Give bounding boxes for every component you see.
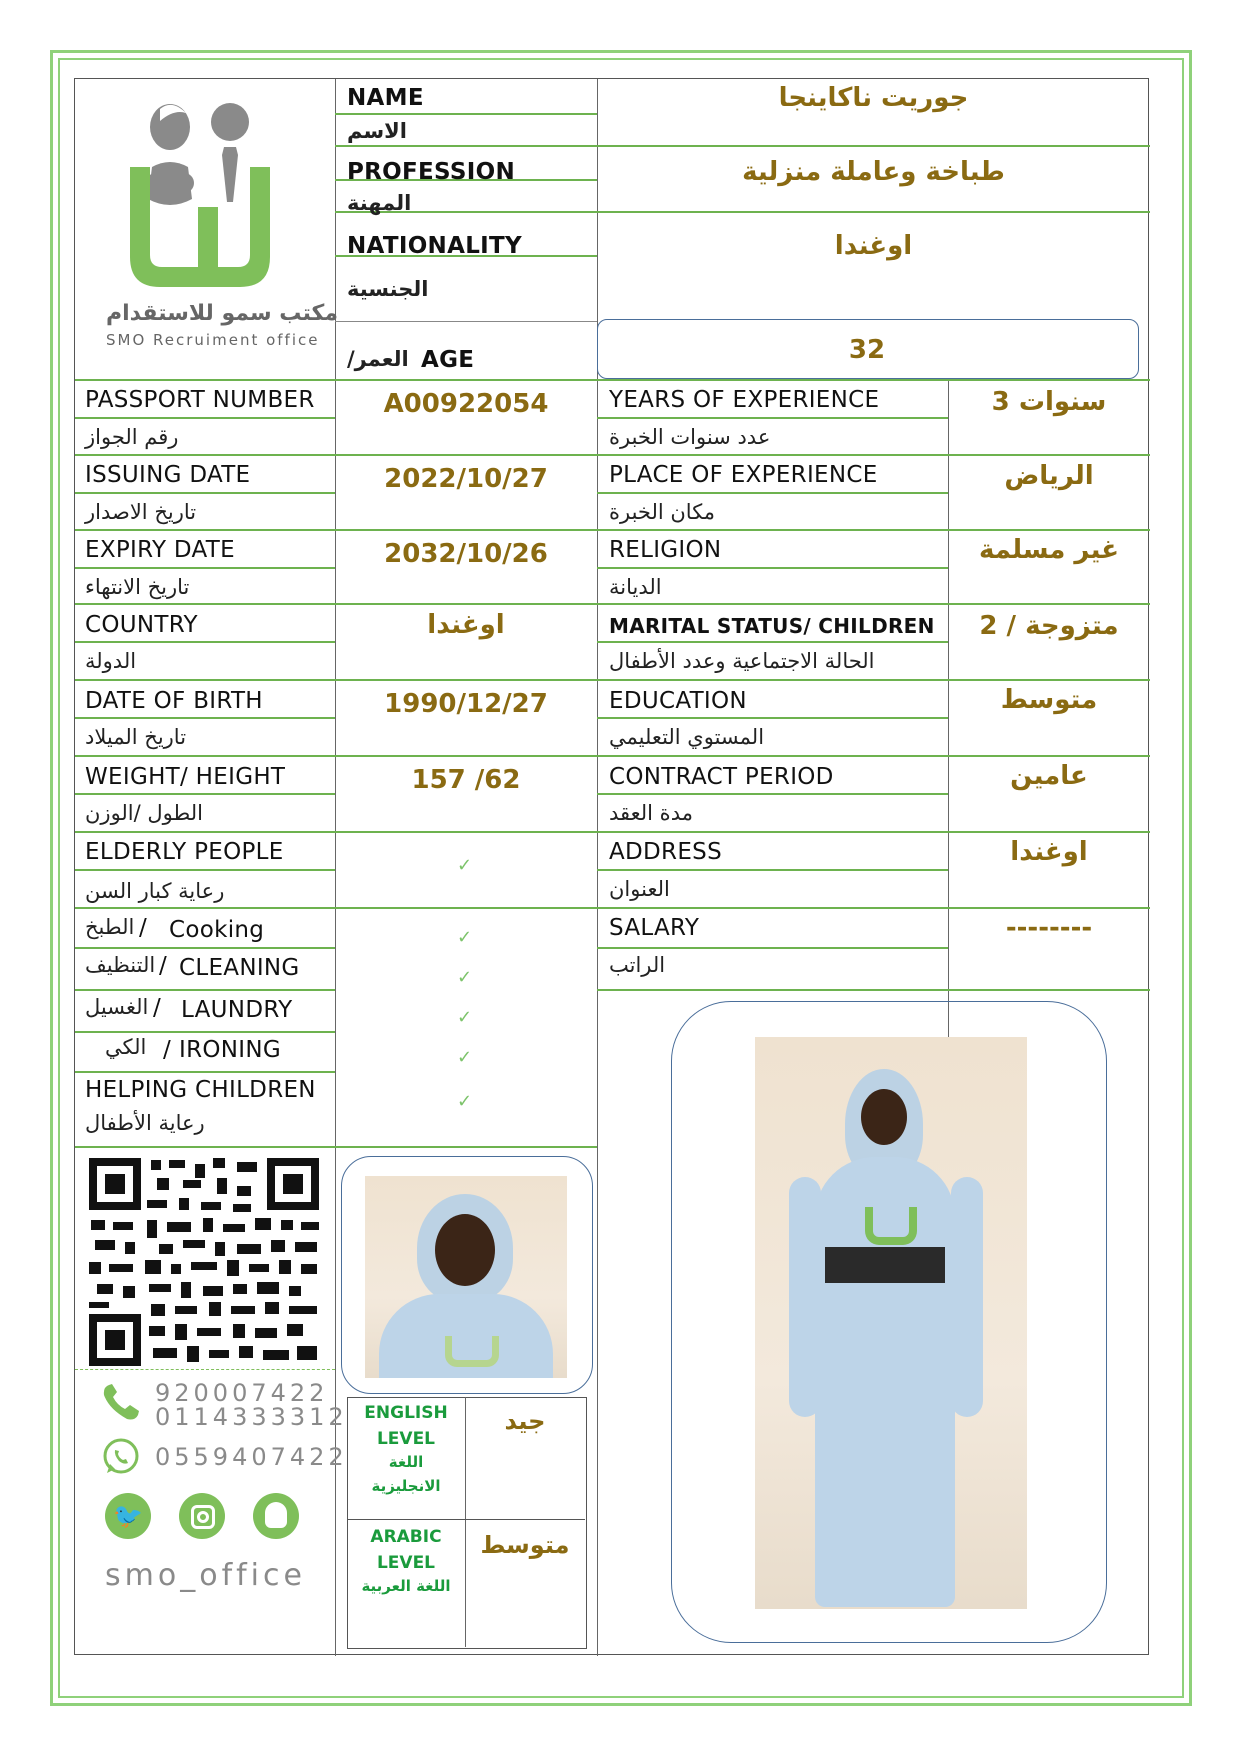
address-label-en: ADDRESS — [609, 839, 722, 865]
education-value: متوسط — [1000, 685, 1098, 715]
place-experience-value: الرياض — [1004, 461, 1094, 491]
marital-status-value: متزوجة / 2 — [979, 611, 1119, 641]
cooking-sep: / — [139, 915, 148, 941]
ironing-sep: / — [163, 1037, 172, 1063]
whatsapp-icon — [101, 1437, 141, 1477]
arabic-level-en-1: ARABIC — [370, 1527, 442, 1547]
cleaning-check-icon: ✓ — [457, 967, 473, 988]
instagram-icon[interactable] — [179, 1493, 225, 1539]
cleaning-sep: / — [159, 953, 168, 979]
years-experience-label-ar: عدد سنوات الخبرة — [609, 425, 771, 449]
cooking-check-icon: ✓ — [457, 927, 473, 948]
religion-label-ar: الديانة — [609, 575, 662, 599]
passport-label-ar: رقم الجواز — [85, 425, 179, 449]
nationality-value: اوغندا — [834, 231, 913, 261]
passport-label-en: PASSPORT NUMBER — [85, 387, 315, 413]
issuing-date-label-en: ISSUING DATE — [85, 462, 251, 488]
dob-value: 1990/12/27 — [384, 689, 548, 719]
laundry-sep: / — [153, 995, 162, 1021]
qr-code-icon — [87, 1156, 323, 1368]
passport-value: A00922054 — [383, 389, 549, 419]
expiry-date-label-en: EXPIRY DATE — [85, 537, 235, 563]
weight-height-label-ar: الطول /الوزن — [85, 801, 203, 825]
religion-value: غير مسلمة — [979, 535, 1119, 565]
marital-status-label-en: MARITAL STATUS/ CHILDREN — [609, 614, 935, 638]
english-level-en-2: LEVEL — [376, 1429, 436, 1449]
years-experience-value: 3 سنوات — [991, 387, 1107, 417]
phone1-text: 920007422 — [155, 1379, 329, 1407]
name-value: جوريت ناكاينجا — [778, 83, 969, 113]
ironing-label-ar: الكي — [105, 1035, 147, 1059]
age-label-ar: العمر/ — [347, 347, 409, 371]
place-experience-label-ar: مكان الخبرة — [609, 500, 716, 524]
ironing-check-icon: ✓ — [457, 1047, 473, 1068]
country-label-ar: الدولة — [85, 649, 137, 673]
laundry-label-en: LAUNDRY — [181, 997, 293, 1023]
issuing-date-value: 2022/10/27 — [384, 464, 548, 494]
english-level-en-1: ENGLISH — [364, 1403, 448, 1423]
helping-children-label-en: HELPING CHILDREN — [85, 1077, 316, 1103]
headshot-photo — [365, 1176, 567, 1378]
english-level-ar-1: اللغة — [388, 1453, 424, 1471]
english-level-ar-2: الانجليزية — [371, 1477, 441, 1495]
country-label-en: COUNTRY — [85, 612, 198, 638]
ironing-label-en: IRONING — [179, 1037, 281, 1063]
address-value: اوغندا — [1010, 837, 1088, 867]
contract-period-label-ar: مدة العقد — [609, 801, 693, 825]
profession-label-ar: المهنة — [347, 191, 412, 215]
elderly-label-ar: رعاية كبار السن — [85, 879, 225, 903]
profession-label-en: PROFESSION — [347, 159, 515, 185]
helping-children-label-ar: رعاية الأطفال — [85, 1111, 205, 1135]
arabic-level-value: متوسط — [480, 1531, 570, 1559]
logo-figures-icon — [100, 87, 310, 297]
weight-height-label-en: WEIGHT/ HEIGHT — [85, 764, 286, 790]
expiry-date-value: 2032/10/26 — [384, 539, 548, 569]
laundry-check-icon: ✓ — [457, 1007, 473, 1028]
cv-table — [74, 78, 1149, 1655]
expiry-date-label-ar: تاريخ الانتهاء — [85, 575, 190, 599]
country-value: اوغندا — [427, 610, 505, 640]
salary-label-en: SALARY — [609, 915, 700, 941]
cleaning-label-ar: التنظيف — [85, 953, 156, 977]
contract-period-label-en: CONTRACT PERIOD — [609, 764, 834, 790]
arabic-level-en-2: LEVEL — [376, 1553, 436, 1573]
elderly-label-en: ELDERLY PEOPLE — [85, 839, 284, 865]
address-label-ar: العنوان — [609, 877, 670, 901]
salary-label-ar: الراتب — [609, 953, 666, 977]
marital-status-label-ar: الحالة الاجتماعية وعدد الأطفال — [609, 649, 875, 673]
whatsapp-text: 0559407422 — [155, 1443, 348, 1471]
nationality-label-en: NATIONALITY — [347, 233, 522, 259]
phone2-text: 0114333312 — [155, 1403, 348, 1431]
cleaning-label-en: CLEANING — [179, 955, 300, 981]
logo-name-ar: مكتب سمو للاستقدام — [106, 301, 338, 326]
name-label-en: NAME — [347, 85, 424, 111]
religion-label-en: RELIGION — [609, 537, 722, 563]
years-experience-label-en: YEARS OF EXPERIENCE — [609, 387, 880, 413]
phone-icon — [101, 1381, 143, 1423]
dob-label-ar: تاريخ الميلاد — [85, 725, 187, 749]
cooking-label-ar: الطبخ — [85, 915, 135, 939]
snapchat-icon[interactable] — [253, 1493, 299, 1539]
company-logo — [100, 87, 338, 367]
education-label-ar: المستوي التعليمي — [609, 725, 765, 749]
contract-period-value: عامين — [1010, 761, 1088, 791]
age-value: 32 — [848, 335, 886, 365]
english-level-value: جيد — [504, 1407, 546, 1435]
helping-children-check-icon: ✓ — [457, 1091, 473, 1112]
name-label-ar: الاسم — [347, 119, 407, 143]
full-body-photo — [755, 1037, 1027, 1609]
weight-height-value: 157 /62 — [411, 765, 521, 795]
cooking-label-en: Cooking — [169, 917, 265, 943]
salary-value: -------- — [1005, 913, 1093, 943]
laundry-label-ar: الغسيل — [85, 995, 149, 1019]
place-experience-label-en: PLACE OF EXPERIENCE — [609, 462, 878, 488]
issuing-date-label-ar: تاريخ الاصدار — [85, 500, 197, 524]
nationality-label-ar: الجنسية — [347, 277, 429, 301]
twitter-icon[interactable]: 🐦 — [105, 1493, 151, 1539]
elderly-check-icon: ✓ — [457, 855, 473, 876]
age-label-en: AGE — [421, 347, 475, 373]
social-handle: smo_office — [105, 1558, 306, 1593]
logo-name-en: SMO Recruiment office — [106, 331, 320, 349]
education-label-en: EDUCATION — [609, 688, 747, 714]
arabic-level-ar: اللغة العربية — [361, 1577, 451, 1595]
dob-label-en: DATE OF BIRTH — [85, 688, 263, 714]
profession-value: طباخة وعاملة منزلية — [742, 157, 1005, 187]
